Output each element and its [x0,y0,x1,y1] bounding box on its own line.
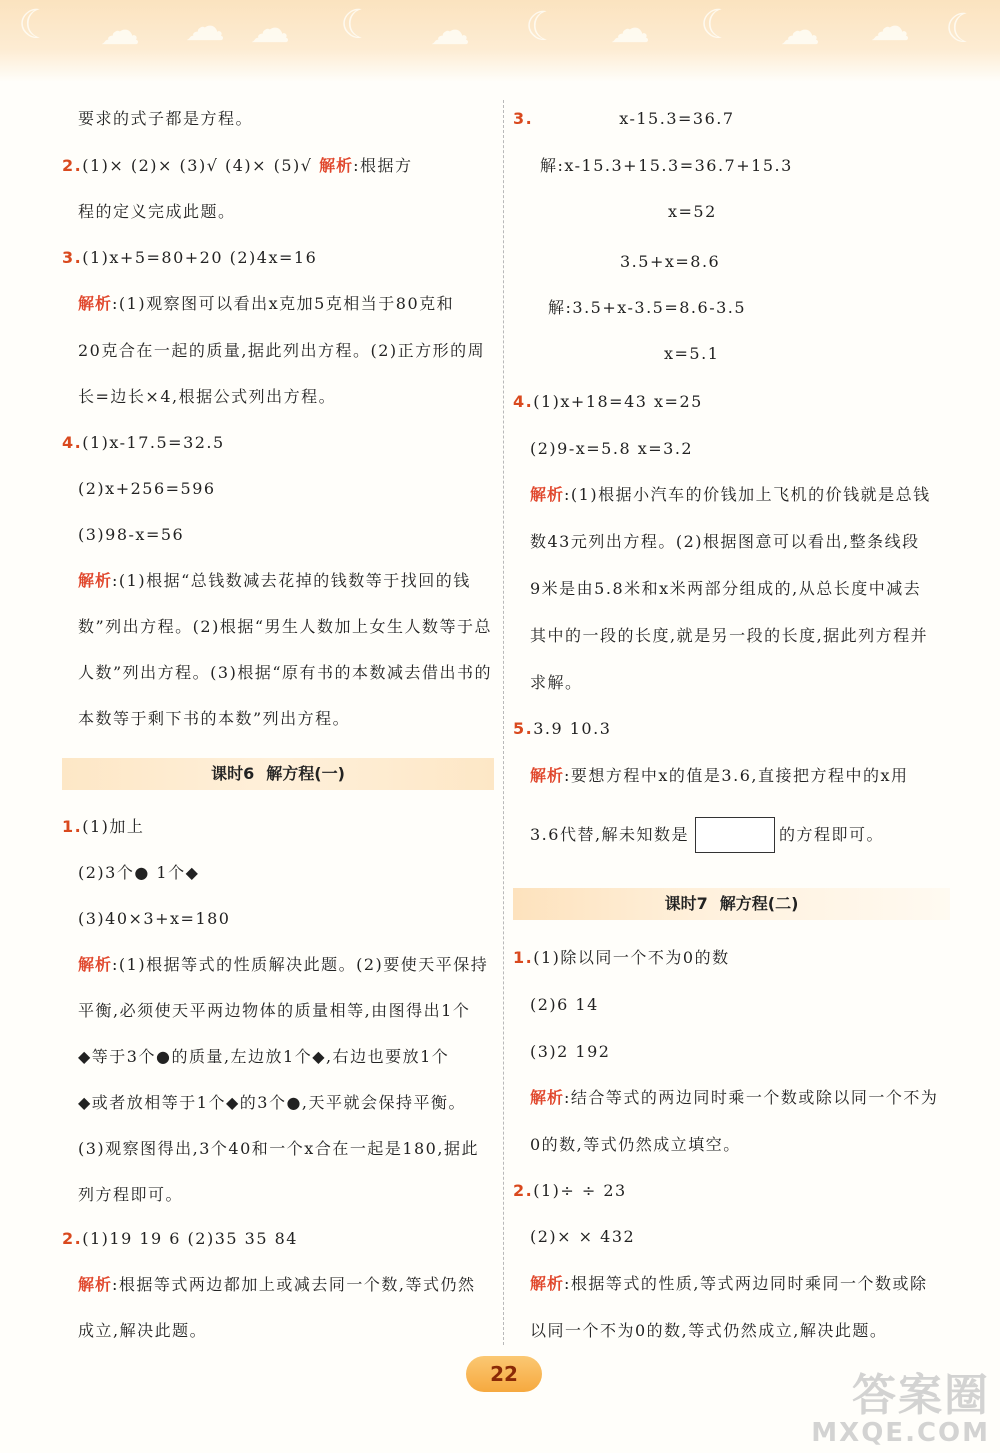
text-line: 要求的式子都是方程。 [78,109,254,128]
blank-answer-box [695,817,775,853]
text-line: 3.6代替,解未知数是 [530,825,690,844]
answer-line: (3)2 192 [530,1042,611,1061]
explanation: 解析:(1)根据“总钱数减去花掉的钱数等于找回的钱 [78,571,471,590]
moon-icon: ☾ [525,4,561,50]
explanation: 解析:(1)根据等式的性质解决此题。(2)要使天平保持 [78,955,489,974]
text-line: (3)观察图得出,3个40和一个x合在一起是180,据此 [78,1139,479,1158]
cloud-icon: ☁ [250,6,290,52]
solution-line: 解:x-15.3+15.3=36.7+15.3 [540,156,793,175]
right-question-5: 5.3.9 10.3 [513,719,612,738]
text-line: 其中的一段的长度,就是另一段的长度,据此列方程并 [530,626,929,645]
text-line: 数43元列出方程。(2)根据图意可以看出,整条线段 [530,532,920,551]
text-line: 9米是由5.8米和x米两部分组成的,从总长度中减去 [530,579,922,598]
text-line: 平衡,必须使天平两边物体的质量相等,由图得出1个 [78,1001,471,1020]
cloud-icon: ☁ [430,8,470,54]
moon-icon: ☾ [945,6,981,52]
solution-line: x=52 [668,202,717,221]
answer-line: (3)40×3+x=180 [78,909,231,928]
text-line: 成立,解决此题。 [78,1321,208,1340]
explanation: 解析:根据等式的性质,等式两边同时乘同一个数或除 [530,1274,928,1293]
cloud-icon: ☁ [610,6,650,52]
text-line: ◆等于3个●的质量,左边放1个◆,右边也要放1个 [78,1047,450,1066]
solution-line: x=5.1 [664,344,720,363]
cloud-icon: ☁ [100,8,140,54]
lesson6-question-2: 2.(1)19 19 6 (2)35 35 84 [62,1229,298,1248]
lesson6-question-1: 1.(1)加上 [62,817,145,836]
text-line: 0的数,等式仍然成立填空。 [530,1135,741,1154]
text-line: 人数”列出方程。(3)根据“原有书的本数减去借出书的 [78,663,493,682]
text-line: 求解。 [530,673,583,692]
question-2: 2.(1)× (2)× (3)√ (4)× (5)√ 解析:根据方 [62,156,413,175]
equation-line: 3.5+x=8.6 [620,252,721,271]
text-line: 长=边长×4,根据公式列出方程。 [78,387,337,406]
explanation: 解析:结合等式的两边同时乘一个数或除以同一个不为 [530,1088,939,1107]
text-line: 的方程即可。 [779,825,885,844]
answer-line: (3)98-x=56 [78,525,185,544]
text-line: ◆或者放相等于1个◆的3个●,天平就会保持平衡。 [78,1093,467,1112]
explanation: 解析:要想方程中x的值是3.6,直接把方程中的x用 [530,766,909,785]
answer-line: (2)3个● 1个◆ [78,863,200,882]
column-divider [503,100,504,1345]
text-line: 程的定义完成此题。 [78,202,236,221]
moon-icon: ☾ [340,2,376,48]
answer-line: (2)6 14 [530,995,599,1014]
text-line: 20克合在一起的质量,据此列出方程。(2)正方形的周 [78,341,486,360]
moon-icon: ☾ [18,2,54,48]
question-4: 4.(1)x-17.5=32.5 [62,433,225,452]
lesson7-question-2: 2.(1)÷ ÷ 23 [513,1181,627,1200]
right-question-4: 4.(1)x+18=43 x=25 [513,392,703,411]
text-line: 数”列出方程。(2)根据“男生人数加上女生人数等于总 [78,617,493,636]
watermark: 答案圈 MXQE.COM [811,1370,990,1448]
text-line: 本数等于剩下书的本数”列出方程。 [78,709,351,728]
text-line: 以同一个不为0的数,等式仍然成立,解决此题。 [530,1321,888,1340]
header-banner [0,0,1000,82]
cloud-icon: ☁ [185,4,225,50]
cloud-icon: ☁ [780,8,820,54]
explanation: 解析:根据等式两边都加上或减去同一个数,等式仍然 [78,1275,476,1294]
lesson-7-heading: 课时7 解方程(二) [513,888,950,920]
explanation: 解析:(1)根据小汽车的价钱加上飞机的价钱就是总钱 [530,485,931,504]
solution-line: 解:3.5+x-3.5=8.6-3.5 [548,298,747,317]
lesson7-question-1: 1.(1)除以同一个不为0的数 [513,948,730,967]
answer-line: (2)× × 432 [530,1227,636,1246]
cloud-icon: ☁ [870,4,910,50]
question-3: 3.(1)x+5=80+20 (2)4x=16 [62,248,318,267]
page-number: 22 [466,1356,542,1392]
answer-line: (2)9-x=5.8 x=3.2 [530,439,694,458]
moon-icon: ☾ [700,2,736,48]
text-line: 列方程即可。 [78,1185,184,1204]
right-question-3: 3. x-15.3=36.7 [513,109,735,128]
lesson-6-heading: 课时6 解方程(一) [62,758,494,790]
explanation: 解析:(1)观察图可以看出x克加5克相当于80克和 [78,294,455,313]
answer-line: (2)x+256=596 [78,479,216,498]
